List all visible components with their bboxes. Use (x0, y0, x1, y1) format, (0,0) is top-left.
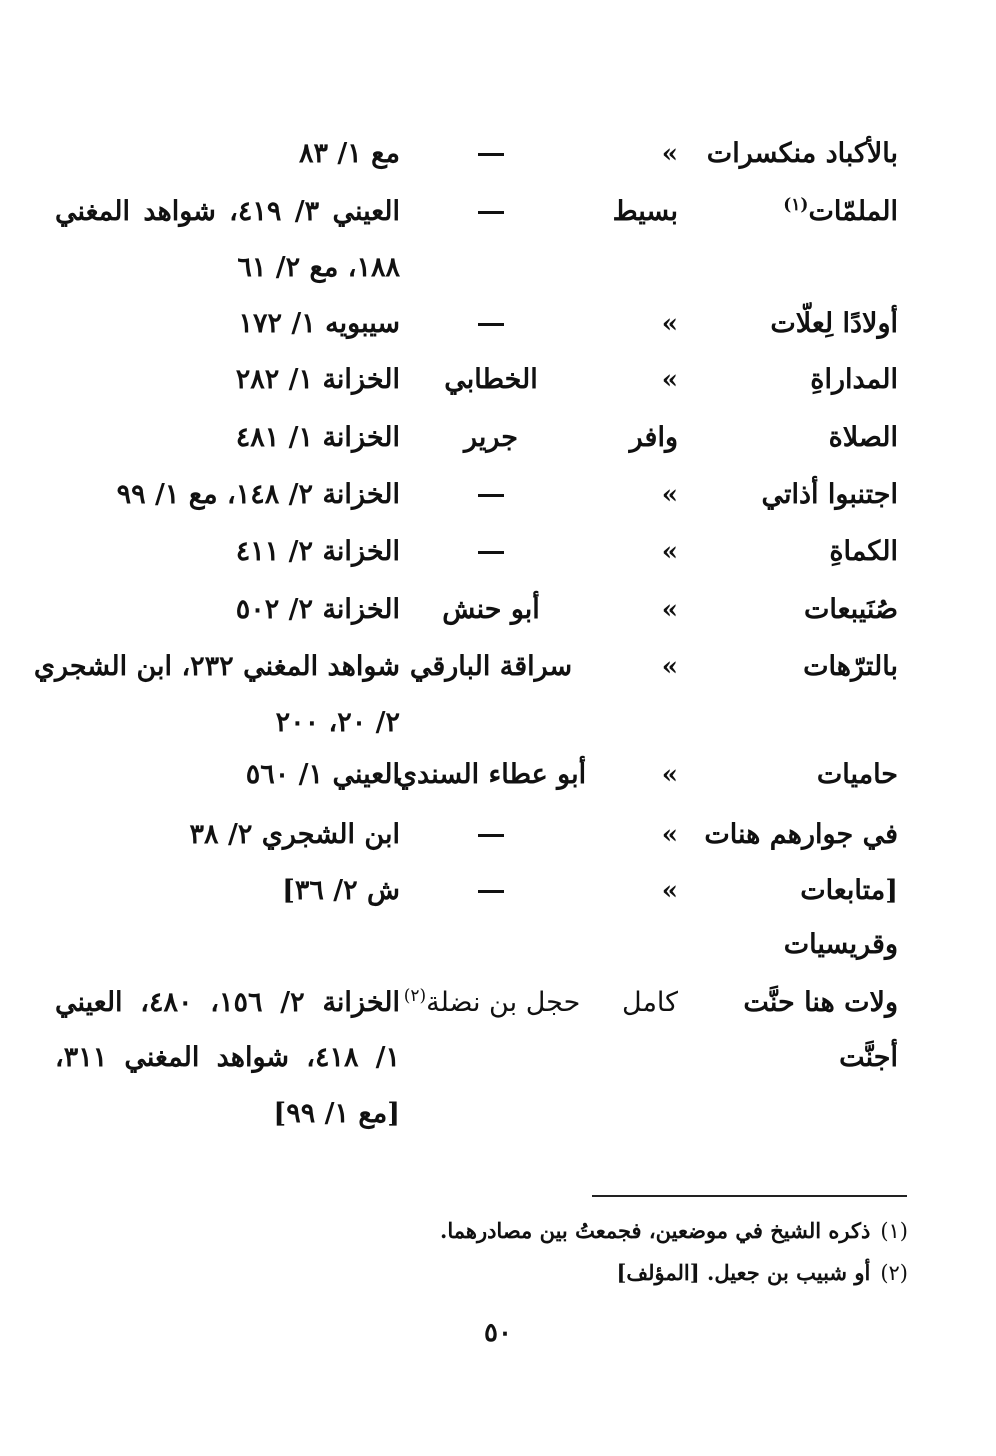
source-reference: مع ١/ ٨٣ (298, 138, 400, 169)
source-reference: العيني ٣/ ٤١٩، شواهد المغني (55, 196, 401, 227)
table-row (0, 124, 996, 184)
table-row (0, 745, 996, 805)
source-reference: ١/ ٤١٨، شواهد المغني ٣١١، (55, 1042, 400, 1073)
rhyme-word: أولادًا لِعلّات (770, 308, 898, 339)
table-row (0, 522, 996, 582)
table-row (0, 350, 996, 410)
source-reference: الخزانة ٢/ ٥٠٢ (235, 594, 400, 625)
table-row (0, 637, 996, 697)
footnote-number: (١) (880, 1219, 908, 1243)
rhyme-text: الملمّات (808, 196, 898, 227)
footnote (616, 1253, 908, 1293)
rhyme-word: صُنَيبعات (803, 594, 898, 625)
page-number: ٥٠ (484, 1318, 512, 1348)
source-reference: الخزانة ٢/ ١٥٦، ٤٨٠، العيني (55, 987, 400, 1018)
rhyme-word: حاميات (816, 759, 898, 790)
poet-unknown-dash (391, 805, 591, 865)
rhyme-word: اجتنبوا أذاتي (761, 479, 898, 510)
rhyme-word (783, 182, 898, 242)
source-reference: [مع ١/ ٩٩] (273, 1098, 400, 1129)
meter-ditto: » (661, 139, 678, 169)
rhyme-word: وقريسيات (783, 929, 898, 960)
meter-ditto: » (661, 652, 678, 682)
table-row (0, 805, 996, 865)
source-reference: سيبويه ١/ ١٧٢ (238, 308, 400, 339)
source-reference: الخزانة ٢/ ٤١١ (235, 536, 400, 567)
source-reference: الخزانة ١/ ٢٨٢ (235, 364, 400, 395)
source-reference: ١٨٨، مع ٢/ ٦١ (237, 252, 400, 283)
dash-mark (478, 211, 504, 214)
poet-name (392, 973, 592, 1033)
rhyme-word: في جوارهم هنات (704, 819, 898, 850)
meter-ditto: » (661, 595, 678, 625)
table-row-continuation (0, 238, 996, 298)
rhyme-word: أجنَّت (839, 1042, 898, 1073)
rhyme-word: [متابعات (800, 875, 898, 906)
meter-ditto: » (661, 480, 678, 510)
footnote-text: ذكره الشيخ في موضعين، فجمعتُ بين مصادرهما. (440, 1218, 871, 1243)
rhyme-word: بالأكباد منكسرات (706, 138, 898, 169)
footnote-ref: (٢) (403, 986, 427, 1006)
poet-unknown-dash (391, 182, 591, 242)
table-row (0, 182, 996, 242)
dash-mark (478, 551, 504, 554)
dash-mark (478, 890, 504, 893)
source-reference: الخزانة ١/ ٤٨١ (235, 422, 400, 453)
table-row-continuation (0, 1028, 996, 1088)
poet-unknown-dash (391, 522, 591, 582)
source-reference: ش ٢/ ٣٦] (282, 875, 400, 906)
meter-ditto: » (661, 876, 678, 906)
poet-name: أبو عطاء السندي (395, 759, 587, 790)
source-reference: الخزانة ٢/ ١٤٨، مع ١/ ٩٩ (116, 479, 400, 510)
meter-name: وافر (629, 422, 678, 453)
source-reference: ٢/ ٢٠، ٢٠٠ (275, 707, 400, 738)
poet-unknown-dash (391, 124, 591, 184)
meter-ditto: » (661, 309, 678, 339)
meter-name: بسيط (612, 196, 678, 227)
footnote-separator (592, 1195, 907, 1197)
rhyme-word: الصلاة (828, 422, 898, 453)
table-row (0, 861, 996, 921)
meter-ditto: » (661, 365, 678, 395)
poet-name: أبو حنش (442, 594, 540, 625)
poet-name: سراقة البارقي (409, 651, 573, 682)
table-row (0, 580, 996, 640)
table-row-continuation (0, 915, 996, 975)
source-reference: العيني ١/ ٥٦٠ (245, 759, 400, 790)
table-row (0, 465, 996, 525)
dash-mark (478, 494, 504, 497)
table-row-continuation (0, 1084, 996, 1144)
table-row (0, 408, 996, 468)
table-row (0, 973, 996, 1033)
dash-mark (478, 323, 504, 326)
meter-name: كامل (622, 987, 678, 1018)
footnote-ref: (١) (783, 195, 809, 215)
source-reference: شواهد المغني ٢٣٢، ابن الشجري (33, 651, 400, 682)
poet-unknown-dash (391, 861, 591, 921)
footnote-text: أو شبيب بن جعيل. [المؤلف] (616, 1260, 871, 1285)
source-reference: ابن الشجري ٢/ ٣٨ (189, 819, 400, 850)
poet-text: حجل بن نضلة (426, 987, 581, 1018)
poet-unknown-dash (391, 294, 591, 354)
dash-mark (478, 153, 504, 156)
rhyme-word: ولات هنا حنَّت (743, 987, 898, 1018)
meter-ditto: » (661, 760, 678, 790)
poet-name: الخطابي (444, 364, 538, 395)
footnote-number: (٢) (880, 1261, 908, 1285)
table-row (0, 294, 996, 354)
rhyme-word: بالترّهات (803, 651, 898, 682)
table-row-continuation (0, 693, 996, 753)
dash-mark (478, 834, 504, 837)
poet-unknown-dash (391, 465, 591, 525)
meter-ditto: » (661, 820, 678, 850)
meter-ditto: » (661, 537, 678, 567)
poet-name: جرير (464, 422, 518, 453)
rhyme-word: الكماةِ (829, 536, 898, 567)
footnote (440, 1211, 908, 1251)
rhyme-word: المداراةِ (810, 364, 898, 395)
